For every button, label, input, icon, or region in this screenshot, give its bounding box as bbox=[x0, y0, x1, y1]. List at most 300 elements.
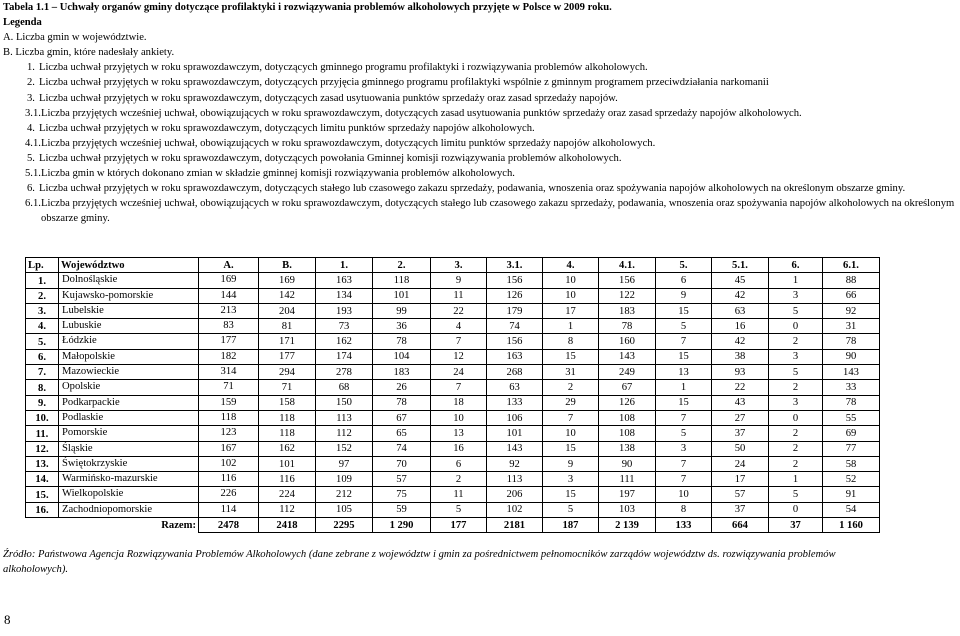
table-cell: 10 bbox=[656, 487, 712, 502]
table-cell: 8 bbox=[656, 502, 712, 517]
row-number: 6. bbox=[26, 349, 59, 364]
table-cell: 138 bbox=[599, 441, 656, 456]
table-cell: 92 bbox=[823, 303, 880, 318]
data-table bbox=[25, 257, 880, 533]
total-cell: 2418 bbox=[259, 518, 316, 533]
voivodeship-name: Śląskie bbox=[59, 441, 199, 456]
legend-entry-number: 1. bbox=[27, 62, 35, 74]
table-cell: 2 bbox=[769, 380, 823, 395]
table-cell: 204 bbox=[259, 303, 316, 318]
column-header: 5.1. bbox=[712, 258, 769, 273]
table-cell: 57 bbox=[712, 487, 769, 502]
column-header: 3. bbox=[431, 258, 487, 273]
table-cell: 122 bbox=[599, 288, 656, 303]
legend-entry-number: 6.1. bbox=[25, 198, 41, 210]
column-header: 2. bbox=[373, 258, 431, 273]
voivodeship-name: Opolskie bbox=[59, 380, 199, 395]
table-cell: 156 bbox=[487, 273, 543, 288]
total-label: Razem: bbox=[59, 518, 199, 533]
legend-entry-number: 4.1. bbox=[25, 137, 41, 149]
table-cell: 65 bbox=[373, 426, 431, 441]
total-cell: 2181 bbox=[487, 518, 543, 533]
table-cell: 15 bbox=[543, 349, 599, 364]
table-cell: 1 bbox=[769, 273, 823, 288]
row-number: 2. bbox=[26, 288, 59, 303]
table-cell: 197 bbox=[599, 487, 656, 502]
table-row bbox=[26, 395, 880, 410]
table-cell: 78 bbox=[823, 395, 880, 410]
table-header-row bbox=[26, 258, 880, 273]
table-cell: 42 bbox=[712, 334, 769, 349]
table-cell: 1 bbox=[543, 319, 599, 334]
table-row bbox=[26, 288, 880, 303]
table-row bbox=[26, 487, 880, 502]
table-cell: 66 bbox=[823, 288, 880, 303]
table-cell: 7 bbox=[656, 410, 712, 425]
table-row bbox=[26, 472, 880, 487]
row-number: 8. bbox=[26, 380, 59, 395]
table-cell: 212 bbox=[316, 487, 373, 502]
row-number: 16. bbox=[26, 502, 59, 517]
table-cell: 183 bbox=[599, 303, 656, 318]
table-cell: 108 bbox=[599, 426, 656, 441]
table-cell: 36 bbox=[373, 319, 431, 334]
voivodeship-name: Świętokrzyskie bbox=[59, 456, 199, 471]
legend-entry-text: Liczba uchwał przyjętych w roku sprawozdawczym, dotyczących limitu punktów sprzedaży napojów alkoholowych. bbox=[39, 122, 535, 134]
table-cell: 103 bbox=[599, 502, 656, 517]
source-note: Źródło: Państwowa Agencja Rozwiązywania Problemów Alkoholowych (dane zebrane z województw i gmin za pośrednictwem pełnomocników zarządów województw ds. rozwiązywania problemów alkoholowych). bbox=[3, 549, 836, 575]
voivodeship-name: Podlaskie bbox=[59, 410, 199, 425]
legend-entry bbox=[3, 121, 958, 136]
table-cell: 314 bbox=[199, 365, 259, 380]
voivodeship-name: Lubelskie bbox=[59, 303, 199, 318]
table-cell: 10 bbox=[431, 410, 487, 425]
legend-entry-text: Liczba przyjętych wcześniej uchwał, obowiązujących w roku sprawozdawczym, dotyczących zasad usytuowania punktów sprzedaży oraz zasad sprzedaży napojów alkoholowych. bbox=[41, 107, 802, 119]
legend-entry-number: 5. bbox=[27, 152, 35, 164]
table-cell: 78 bbox=[373, 334, 431, 349]
table-cell: 0 bbox=[769, 502, 823, 517]
table-cell: 206 bbox=[487, 487, 543, 502]
table-cell: 118 bbox=[259, 410, 316, 425]
table-cell: 278 bbox=[316, 365, 373, 380]
table-cell: 37 bbox=[712, 426, 769, 441]
table-cell: 78 bbox=[373, 395, 431, 410]
table-cell: 4 bbox=[431, 319, 487, 334]
table-cell: 118 bbox=[373, 273, 431, 288]
table-cell: 24 bbox=[431, 365, 487, 380]
table-cell: 81 bbox=[259, 319, 316, 334]
table-cell: 7 bbox=[543, 410, 599, 425]
table-cell: 13 bbox=[431, 426, 487, 441]
legend-heading: Legenda bbox=[3, 17, 42, 29]
table-cell: 55 bbox=[823, 410, 880, 425]
column-header: Województwo bbox=[59, 258, 199, 273]
table-cell: 167 bbox=[199, 441, 259, 456]
table-cell: 12 bbox=[431, 349, 487, 364]
table-cell: 193 bbox=[316, 303, 373, 318]
row-number: 4. bbox=[26, 319, 59, 334]
table-cell: 7 bbox=[431, 380, 487, 395]
table-cell: 92 bbox=[487, 456, 543, 471]
table-cell: 27 bbox=[712, 410, 769, 425]
table-legend bbox=[3, 0, 958, 226]
table-cell: 112 bbox=[316, 426, 373, 441]
table-cell: 116 bbox=[259, 472, 316, 487]
table-cell: 3 bbox=[769, 349, 823, 364]
table-cell: 74 bbox=[373, 441, 431, 456]
table-cell: 5 bbox=[431, 502, 487, 517]
table-cell: 106 bbox=[487, 410, 543, 425]
table-cell: 90 bbox=[823, 349, 880, 364]
total-cell: 1 160 bbox=[823, 518, 880, 533]
table-cell: 63 bbox=[487, 380, 543, 395]
table-cell: 113 bbox=[487, 472, 543, 487]
table-cell: 224 bbox=[259, 487, 316, 502]
table-cell: 10 bbox=[543, 288, 599, 303]
legend-entry-text: Liczba przyjętych wcześniej uchwał, obowiązujących w roku sprawozdawczym, dotyczących limitu punktów sprzedaży napojów alkoholowych. bbox=[41, 137, 656, 149]
voivodeship-name: Małopolskie bbox=[59, 349, 199, 364]
column-header: 6.1. bbox=[823, 258, 880, 273]
table-row bbox=[26, 426, 880, 441]
total-row-blank bbox=[26, 518, 59, 533]
table-cell: 97 bbox=[316, 456, 373, 471]
table-cell: 174 bbox=[316, 349, 373, 364]
table-cell: 126 bbox=[599, 395, 656, 410]
table-cell: 169 bbox=[199, 273, 259, 288]
legend-entry bbox=[3, 60, 958, 75]
table-cell: 18 bbox=[431, 395, 487, 410]
table-cell: 10 bbox=[543, 426, 599, 441]
table-cell: 126 bbox=[487, 288, 543, 303]
table-cell: 179 bbox=[487, 303, 543, 318]
table-cell: 133 bbox=[487, 395, 543, 410]
legend-entry bbox=[3, 91, 958, 106]
legend-entry bbox=[3, 196, 958, 226]
table-cell: 24 bbox=[712, 456, 769, 471]
table-cell: 45 bbox=[712, 273, 769, 288]
table-cell: 0 bbox=[769, 410, 823, 425]
table-cell: 50 bbox=[712, 441, 769, 456]
table-cell: 31 bbox=[823, 319, 880, 334]
table-cell: 6 bbox=[656, 273, 712, 288]
table-cell: 5 bbox=[769, 365, 823, 380]
table-cell: 1 bbox=[769, 472, 823, 487]
table-cell: 3 bbox=[769, 288, 823, 303]
table-cell: 159 bbox=[199, 395, 259, 410]
table-cell: 31 bbox=[543, 365, 599, 380]
table-cell: 63 bbox=[712, 303, 769, 318]
table-cell: 109 bbox=[316, 472, 373, 487]
legend-entry bbox=[3, 106, 958, 121]
table-cell: 158 bbox=[259, 395, 316, 410]
voivodeship-name: Zachodniopomorskie bbox=[59, 502, 199, 517]
table-cell: 183 bbox=[373, 365, 431, 380]
table-cell: 169 bbox=[259, 273, 316, 288]
table-cell: 3 bbox=[543, 472, 599, 487]
table-cell: 0 bbox=[769, 319, 823, 334]
table-cell: 33 bbox=[823, 380, 880, 395]
table-cell: 160 bbox=[599, 334, 656, 349]
table-cell: 105 bbox=[316, 502, 373, 517]
table-row bbox=[26, 441, 880, 456]
table-cell: 268 bbox=[487, 365, 543, 380]
table-cell: 15 bbox=[543, 487, 599, 502]
table-cell: 90 bbox=[599, 456, 656, 471]
table-cell: 113 bbox=[316, 410, 373, 425]
table-cell: 7 bbox=[656, 456, 712, 471]
table-cell: 156 bbox=[599, 273, 656, 288]
table-cell: 7 bbox=[431, 334, 487, 349]
voivodeship-name: Wielkopolskie bbox=[59, 487, 199, 502]
row-number: 7. bbox=[26, 365, 59, 380]
table-cell: 71 bbox=[199, 380, 259, 395]
table-cell: 142 bbox=[259, 288, 316, 303]
row-number: 13. bbox=[26, 456, 59, 471]
column-header: 1. bbox=[316, 258, 373, 273]
row-number: 12. bbox=[26, 441, 59, 456]
legend-entry bbox=[3, 136, 958, 151]
table-cell: 73 bbox=[316, 319, 373, 334]
table-row bbox=[26, 365, 880, 380]
table-cell: 93 bbox=[712, 365, 769, 380]
row-number: 3. bbox=[26, 303, 59, 318]
table-cell: 75 bbox=[373, 487, 431, 502]
table-cell: 213 bbox=[199, 303, 259, 318]
table-cell: 8 bbox=[543, 334, 599, 349]
voivodeship-name: Pomorskie bbox=[59, 426, 199, 441]
table-cell: 71 bbox=[259, 380, 316, 395]
voivodeship-name: Podkarpackie bbox=[59, 395, 199, 410]
table-cell: 102 bbox=[487, 502, 543, 517]
table-cell: 5 bbox=[656, 319, 712, 334]
table-row bbox=[26, 410, 880, 425]
column-header: B. bbox=[259, 258, 316, 273]
table-row bbox=[26, 456, 880, 471]
legend-entry bbox=[3, 166, 958, 181]
table-cell: 78 bbox=[599, 319, 656, 334]
table-cell: 123 bbox=[199, 426, 259, 441]
table-cell: 177 bbox=[199, 334, 259, 349]
column-header: Lp. bbox=[26, 258, 59, 273]
table-cell: 69 bbox=[823, 426, 880, 441]
voivodeship-name: Kujawsko-pomorskie bbox=[59, 288, 199, 303]
table-cell: 37 bbox=[712, 502, 769, 517]
legend-entry-text: Liczba uchwał przyjętych w roku sprawozdawczym, dotyczących zasad usytuowania punktów sprzedaży oraz zasad sprzedaży napojów. bbox=[39, 92, 618, 104]
table-cell: 104 bbox=[373, 349, 431, 364]
table-row bbox=[26, 334, 880, 349]
table-cell: 2 bbox=[543, 380, 599, 395]
table-cell: 112 bbox=[259, 502, 316, 517]
table-cell: 114 bbox=[199, 502, 259, 517]
table-cell: 22 bbox=[431, 303, 487, 318]
table-cell: 118 bbox=[259, 426, 316, 441]
legend-entry-number: 2. bbox=[27, 77, 35, 89]
table-row bbox=[26, 349, 880, 364]
table-cell: 11 bbox=[431, 288, 487, 303]
table-cell: 134 bbox=[316, 288, 373, 303]
total-cell: 177 bbox=[431, 518, 487, 533]
total-cell: 664 bbox=[712, 518, 769, 533]
table-cell: 15 bbox=[656, 395, 712, 410]
table-cell: 58 bbox=[823, 456, 880, 471]
column-header: 6. bbox=[769, 258, 823, 273]
table-cell: 7 bbox=[656, 472, 712, 487]
table-cell: 226 bbox=[199, 487, 259, 502]
table-cell: 2 bbox=[769, 426, 823, 441]
total-cell: 133 bbox=[656, 518, 712, 533]
table-cell: 88 bbox=[823, 273, 880, 288]
table-cell: 249 bbox=[599, 365, 656, 380]
total-cell: 2478 bbox=[199, 518, 259, 533]
table-cell: 2 bbox=[769, 334, 823, 349]
table-cell: 2 bbox=[769, 456, 823, 471]
table-cell: 5 bbox=[769, 487, 823, 502]
table-cell: 43 bbox=[712, 395, 769, 410]
legend-entry-text: Liczba uchwał przyjętych w roku sprawozdawczym, dotyczących powołania Gminnej komisji rozwiązywania problemów alkoholowych. bbox=[39, 152, 622, 164]
table-cell: 17 bbox=[712, 472, 769, 487]
table-cell: 6 bbox=[431, 456, 487, 471]
table-cell: 9 bbox=[431, 273, 487, 288]
total-cell: 187 bbox=[543, 518, 599, 533]
table-cell: 15 bbox=[543, 441, 599, 456]
table-cell: 38 bbox=[712, 349, 769, 364]
row-number: 15. bbox=[26, 487, 59, 502]
table-cell: 16 bbox=[712, 319, 769, 334]
column-header: 4.1. bbox=[599, 258, 656, 273]
row-number: 1. bbox=[26, 273, 59, 288]
table-cell: 5 bbox=[543, 502, 599, 517]
table-cell: 163 bbox=[487, 349, 543, 364]
table-cell: 57 bbox=[373, 472, 431, 487]
row-number: 9. bbox=[26, 395, 59, 410]
table-cell: 2 bbox=[431, 472, 487, 487]
voivodeship-name: Dolnośląskie bbox=[59, 273, 199, 288]
table-cell: 3 bbox=[656, 441, 712, 456]
table-cell: 163 bbox=[316, 273, 373, 288]
column-header: 5. bbox=[656, 258, 712, 273]
table-cell: 118 bbox=[199, 410, 259, 425]
table-cell: 7 bbox=[656, 334, 712, 349]
row-number: 10. bbox=[26, 410, 59, 425]
table-cell: 42 bbox=[712, 288, 769, 303]
table-cell: 144 bbox=[199, 288, 259, 303]
table-cell: 2 bbox=[769, 441, 823, 456]
table-cell: 11 bbox=[431, 487, 487, 502]
table-cell: 77 bbox=[823, 441, 880, 456]
table-cell: 143 bbox=[599, 349, 656, 364]
table-cell: 15 bbox=[656, 303, 712, 318]
table-cell: 101 bbox=[487, 426, 543, 441]
column-header: 3.1. bbox=[487, 258, 543, 273]
table-cell: 156 bbox=[487, 334, 543, 349]
total-cell: 2 139 bbox=[599, 518, 656, 533]
legend-entry bbox=[3, 181, 958, 196]
table-row bbox=[26, 380, 880, 395]
table-cell: 67 bbox=[373, 410, 431, 425]
table-cell: 143 bbox=[487, 441, 543, 456]
legend-entry-text: Liczba uchwał przyjętych w roku sprawozdawczym, dotyczących przyjęcia gminnego programu profilaktyki wspólnie z gminnym programem przeciwdziałania narkomanii bbox=[39, 77, 769, 89]
row-number: 5. bbox=[26, 334, 59, 349]
table-cell: 13 bbox=[656, 365, 712, 380]
legend-entries bbox=[3, 60, 958, 226]
table-cell: 29 bbox=[543, 395, 599, 410]
table-cell: 54 bbox=[823, 502, 880, 517]
legend-entry-text: Liczba uchwał przyjętych w roku sprawozdawczym, dotyczących gminnego programu profilaktyki i rozwiązywania problemów alkoholowych. bbox=[39, 62, 648, 74]
row-number: 11. bbox=[26, 426, 59, 441]
table-cell: 68 bbox=[316, 380, 373, 395]
legend-entry-number: 4. bbox=[27, 122, 35, 134]
table-cell: 5 bbox=[656, 426, 712, 441]
table-cell: 10 bbox=[543, 273, 599, 288]
table-cell: 52 bbox=[823, 472, 880, 487]
table-cell: 162 bbox=[316, 334, 373, 349]
table-cell: 1 bbox=[656, 380, 712, 395]
legend-entry-number: 3.1. bbox=[25, 107, 41, 119]
total-cell: 2295 bbox=[316, 518, 373, 533]
table-cell: 17 bbox=[543, 303, 599, 318]
legend-entry bbox=[3, 75, 958, 90]
total-row bbox=[26, 518, 880, 533]
table-cell: 59 bbox=[373, 502, 431, 517]
column-header: A. bbox=[199, 258, 259, 273]
table-cell: 74 bbox=[487, 319, 543, 334]
table-title: Tabela 1.1 – Uchwały organów gminy dotyczące profilaktyki i rozwiązywania problemów alkoholowych przyjęte w Polsce w 2009 roku. bbox=[3, 2, 612, 13]
table-cell: 22 bbox=[712, 380, 769, 395]
table-row bbox=[26, 273, 880, 288]
table-cell: 177 bbox=[259, 349, 316, 364]
legend-item-a: A. Liczba gmin w województwie. bbox=[3, 32, 147, 44]
legend-entry-text: Liczba uchwał przyjętych w roku sprawozdawczym, dotyczących stałego lub czasowego zakazu sprzedaży, podawania, wnoszenia oraz spożywania napojów alkoholowych na określonym obszarze gminy. bbox=[39, 183, 906, 195]
table-cell: 15 bbox=[656, 349, 712, 364]
table-cell: 91 bbox=[823, 487, 880, 502]
table-row bbox=[26, 502, 880, 517]
legend-entry-text: Liczba przyjętych wcześniej uchwał, obowiązujących w roku sprawozdawczym, dotyczących stałego lub czasowego zakazu sprzedaży, podawania, wnoszenia oraz spożywania napojów alkoholowych na określonym obszarze gminy. bbox=[41, 198, 955, 225]
table-cell: 102 bbox=[199, 456, 259, 471]
table-cell: 101 bbox=[373, 288, 431, 303]
legend-entry-text: Liczba gmin w których dokonano zmian w składzie gminnej komisji rozwiązywania problemów alkoholowych. bbox=[41, 168, 515, 180]
table-cell: 9 bbox=[656, 288, 712, 303]
voivodeship-name: Łódzkie bbox=[59, 334, 199, 349]
table-cell: 5 bbox=[769, 303, 823, 318]
legend-entry-number: 6. bbox=[27, 183, 35, 195]
table-row bbox=[26, 303, 880, 318]
table-cell: 70 bbox=[373, 456, 431, 471]
table-cell: 171 bbox=[259, 334, 316, 349]
table-cell: 16 bbox=[431, 441, 487, 456]
table-cell: 78 bbox=[823, 334, 880, 349]
table-cell: 182 bbox=[199, 349, 259, 364]
total-cell: 37 bbox=[769, 518, 823, 533]
table-cell: 83 bbox=[199, 319, 259, 334]
voivodeship-name: Lubuskie bbox=[59, 319, 199, 334]
table-cell: 111 bbox=[599, 472, 656, 487]
total-cell: 1 290 bbox=[373, 518, 431, 533]
table-cell: 108 bbox=[599, 410, 656, 425]
table-cell: 162 bbox=[259, 441, 316, 456]
voivodeship-name: Mazowieckie bbox=[59, 365, 199, 380]
table-cell: 101 bbox=[259, 456, 316, 471]
table-cell: 3 bbox=[769, 395, 823, 410]
table-cell: 150 bbox=[316, 395, 373, 410]
table-cell: 294 bbox=[259, 365, 316, 380]
legend-entry-number: 3. bbox=[27, 92, 35, 104]
table-cell: 152 bbox=[316, 441, 373, 456]
row-number: 14. bbox=[26, 472, 59, 487]
table-cell: 143 bbox=[823, 365, 880, 380]
voivodeship-name: Warmińsko-mazurskie bbox=[59, 472, 199, 487]
table-cell: 9 bbox=[543, 456, 599, 471]
page-number: 8 bbox=[4, 612, 11, 627]
